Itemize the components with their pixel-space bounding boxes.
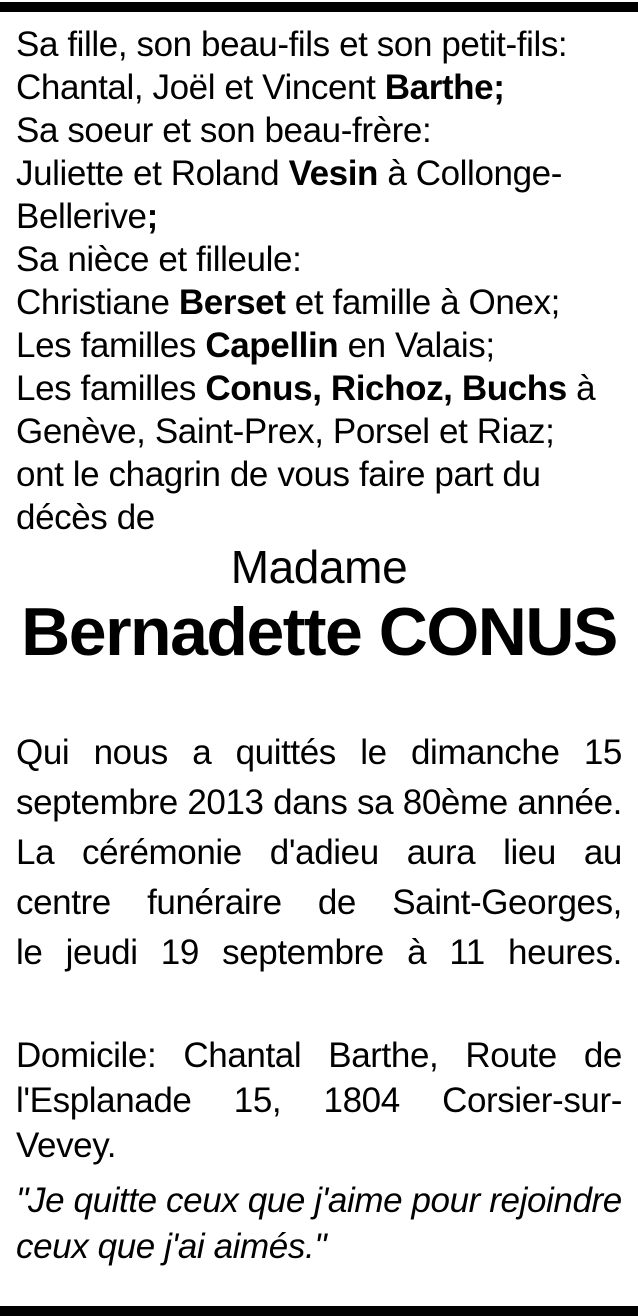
announcement-line: le jeudi 19 septembre à 11 heures. — [16, 933, 622, 972]
intro-text: Sa fille, son beau-fils et son petit-fils: — [16, 25, 568, 64]
intro-line — [16, 152, 622, 195]
intro-text: en Valais; — [338, 326, 495, 365]
intro-text: Juliette et Roland — [16, 154, 289, 193]
intro-line — [16, 23, 622, 66]
family-name: Vesin — [288, 154, 379, 193]
announcement-line: centre funéraire de Saint-Georges, — [16, 883, 622, 922]
intro-text: à — [566, 369, 596, 408]
family-name: Barthe; — [384, 68, 505, 107]
domicile-line: Domicile: Chantal Barthe, Route de — [16, 1036, 622, 1075]
intro-text: Chantal, Joël et Vincent — [16, 68, 385, 107]
intro-text: Les familles — [16, 369, 206, 408]
deceased-name: Bernadette CONUS — [21, 594, 617, 670]
intro-text: Les familles — [16, 326, 206, 365]
announcement-line: La cérémonie d'adieu aura lieu au — [16, 833, 622, 872]
family-intro-block — [16, 23, 622, 539]
announcement-paragraph — [16, 728, 622, 978]
intro-line — [16, 281, 622, 324]
intro-line — [16, 453, 622, 496]
intro-text: Sa nièce et filleule: — [16, 240, 302, 279]
intro-line — [16, 496, 622, 539]
bottom-rule — [0, 1306, 638, 1316]
domicile-paragraph — [16, 1033, 622, 1168]
quote-line: ceux que j'ai aimés." — [16, 1227, 327, 1266]
intro-line — [16, 238, 622, 281]
intro-text: à Collonge- — [378, 154, 562, 193]
family-name: Capellin — [205, 326, 339, 365]
intro-text: Genève, Saint-Prex, Porsel et Riaz; — [16, 412, 555, 451]
family-name: Conus, Richoz, Buchs — [205, 369, 567, 408]
intro-text: Christiane — [16, 283, 179, 322]
intro-line — [16, 66, 622, 109]
intro-text: et famille à Onex; — [285, 283, 560, 322]
announcement-line: Qui nous a quittés le dimanche 15 — [16, 733, 622, 772]
top-rule — [0, 2, 638, 12]
intro-line — [16, 410, 622, 453]
intro-line — [16, 367, 622, 410]
intro-text: ont le chagrin de vous faire part du — [16, 455, 541, 494]
announcement-line: septembre 2013 dans sa 80ème année. — [16, 783, 622, 822]
intro-line — [16, 109, 622, 152]
intro-text: décès de — [16, 498, 155, 537]
domicile-line: l'Esplanade 15, 1804 Corsier-sur-Vevey. — [16, 1081, 622, 1165]
intro-line — [16, 195, 622, 238]
family-name: Berset — [178, 283, 286, 322]
quote-paragraph — [16, 1178, 622, 1270]
intro-text-bold: ; — [146, 197, 158, 236]
intro-line — [16, 324, 622, 367]
intro-text: Sa soeur et son beau-frère: — [16, 111, 432, 150]
title-prefix: Madame — [230, 541, 408, 593]
intro-text: Bellerive — [16, 197, 147, 236]
quote-line: "Je quitte ceux que j'aime pour rejoindre — [16, 1181, 622, 1220]
